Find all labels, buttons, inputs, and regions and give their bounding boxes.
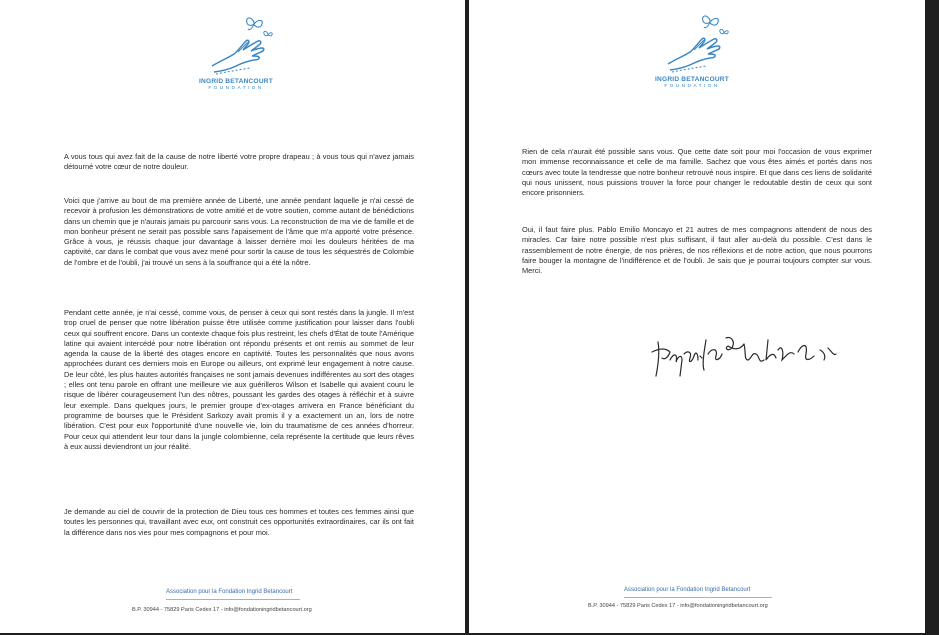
paragraph-text: Oui, il faut faire plus. Pablo Emilio Moncayo et 21 autres de mes compagnons attendent de nous des miracles. Car faire notre possible n'est plus suffisant, il faut aller au-delà du possible. C'est dans le rassemblement de notre énergie, de nos prières, de nos réflexions et de notre action, que nous pourrons faire bouger la montagne de l'indifférence et de l'oubli. Je sais que je pourrai toujours compter sur vous. Merci.	[522, 225, 872, 276]
paragraph-text: A vous tous qui avez fait de la cause de notre liberté votre propre drapeau ; à vous tous qui n'avez jamais détourné votre cœur de notre douleur.	[64, 152, 414, 172]
logo-name: INGRID BETANCOURT	[199, 78, 273, 85]
paragraph	[522, 147, 872, 198]
footer-title: Association pour la Fondation Ingrid Betancourt	[624, 587, 751, 593]
logo-subtitle: FOUNDATION	[208, 86, 264, 91]
footer-divider	[624, 597, 772, 598]
foundation-logo	[186, 14, 286, 96]
footer-address: B.P. 30944 - 75829 Paris Cedex 17 - info@fondationingridbetancourt.org	[132, 607, 312, 613]
footer-divider	[166, 599, 300, 600]
foundation-logo	[642, 12, 742, 94]
paragraph	[522, 225, 872, 276]
hand-butterfly-logo-icon	[664, 12, 734, 74]
paragraph	[64, 152, 414, 173]
logo-name: INGRID BETANCOURT	[655, 76, 729, 83]
letter-page-2	[469, 0, 925, 633]
footer-address: B.P. 30944 - 75829 Paris Cedex 17 - info@fondationingridbetancourt.org	[588, 603, 768, 609]
footer-title: Association pour la Fondation Ingrid Betancourt	[166, 589, 293, 595]
paragraph	[64, 196, 414, 268]
paragraph	[64, 507, 414, 538]
paragraph-text: Pendant cette année, je n'ai cessé, comme vous, de penser à ceux qui sont restés dans la jungle. Il m'est trop cruel de penser que notre libération puisse être utilisée comme justification pour laisser dans l'oubli ceux qui souffrent encore. Dans un contexte chaque fois plus restreint, les chefs d'État de toute l'Amérique latine qui avaient intercédé pour notre libération ont répondu présents et ont remis au sommet de leur agenda la cause de la liberté des otages encore en captivité. Toutes les personnalités que nous avons approchées durant ces derniers mois en Europe ou ailleurs, ont exprimé leur engagement à notre cause. De leur côté, les plus hautes autorités françaises ne sont jamais devenues indifférentes au sort des otages ; elles ont tenu parole en offrant une meilleure vie aux guérilleros Wilson et Isabelle qui avaient couru le risque de libérer courageusement l'un des nôtres, poussant les gardes des otages à réfléchir et à suivre leur exemple. Dans quelques jours, le premier groupe d'ex-otages arrivera en France bénéficiant du programme de bourses que le Président Sarkozy avait promis il y a exactement un an, lors de notre libération. C'est pour eux l'opportunité d'une nouvelle vie, loin du traumatisme de ces années d'horreur. Pour ceux qui attendent leur tour dans la jungle colombienne, cela représente la certitude que leurs rêves à eux aussi deviendront un jour réalité.	[64, 308, 414, 451]
paragraph	[64, 308, 414, 452]
hand-butterfly-logo-icon	[208, 14, 278, 76]
letter-page-1	[0, 0, 465, 633]
paragraph-text: Rien de cela n'aurait été possible sans vous. Que cette date soit pour moi l'occasion de vous exprimer mon immense reconnaissance et celle de ma famille. Sachez que vous êtes aimés et portés dans nos cœurs avec toute la tendresse que notre bonheur retrouvé nous inspire. Et que dans ces liens de solidarité qui nous unissent, nous puissions trouver la force pour changer le redoutable destin de ceux qui sont encore prisonniers.	[522, 147, 872, 198]
logo-subtitle: FOUNDATION	[664, 84, 720, 89]
paragraph-text: Voici que j'arrive au bout de ma première année de Liberté, une année pendant laquelle je n'ai cessé de recevoir à profusion les démonstrations de votre amitié et de votre soutien, comme autant de bénédictions dans un chemin que je n'aurais jamais pu parcourir sans vous. La reconstruction de ma vie de famille et de mon bonheur présent ne serait pas possible sans l'apaisement de l'âme que m'a apporté votre présence. Grâce à vous, je réussis chaque jour davantage à laisser derrière moi les douleurs héritées de ma captivité, car dans le combat que vous avez mené pour sortir la cause de tous les séquestrés de Colombie de l'ombre et de l'oubli, j'ai trouvé un sens à la souffrance qui a été la nôtre.	[64, 196, 414, 267]
paragraph-text: Je demande au ciel de couvrir de la protection de Dieu tous ces hommes et toutes ces femmes ainsi que toutes les personnes qui, travaillant avec eux, ont construit ces opportunités extraordinaires, car ils ont fait la différence dans nos vies pour mes compagnons et pour moi.	[64, 507, 414, 537]
handwritten-signature	[648, 330, 848, 380]
